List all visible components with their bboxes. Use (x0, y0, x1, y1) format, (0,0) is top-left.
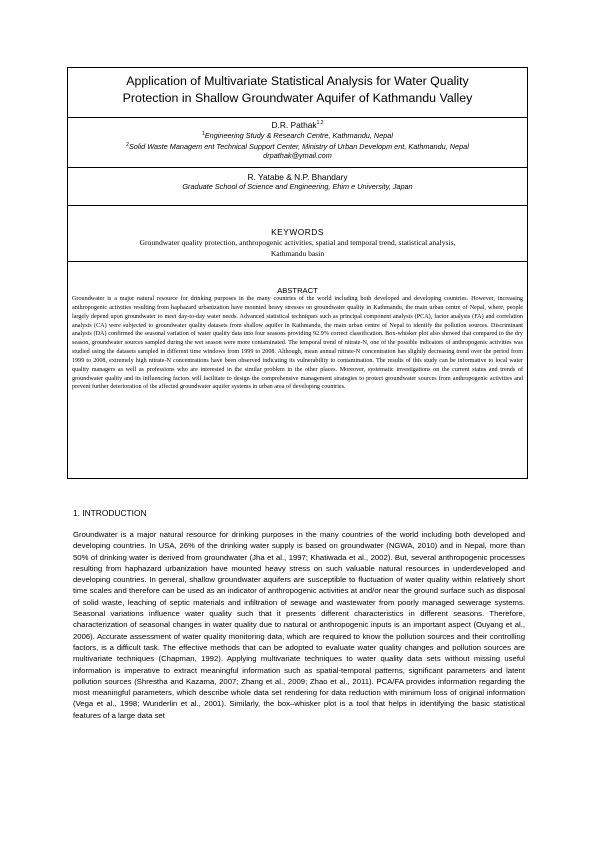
author-block-2 (67, 167, 528, 205)
author-2-names: R. Yatabe & N.P. Bhandary (247, 172, 348, 182)
title-line-1: Application of Multivariate Statistical Analysis for Water Quality (126, 74, 469, 88)
introduction-heading: 1. INTRODUCTION (73, 508, 147, 518)
author-1-name (68, 118, 527, 130)
affiliation-1 (68, 130, 527, 141)
author-email: drpathak@ymail.com (263, 151, 332, 160)
abstract-heading: ABSTRACT (277, 286, 318, 295)
author-2-affiliation: Graduate School of Science and Engineering, Ehim e University, Japan (182, 182, 413, 191)
title-block (67, 67, 528, 117)
author-1-affil-marks: 1,2 (316, 120, 324, 126)
introduction-text: Groundwater is a major natural resource for drinking purposes in the many countries of the world including both developed and developing countries. In USA, 26% of the drinking water supply is based on groundwater (NGWA, 2010) and in Nepal, more than 50% of drinking water is derived from groundwater (Jha et al., 1997; Khatiwada et al., 2002). But, several anthropogenic processes resulting from haphazard urbanization have mounted heavy stress on such valuable natural resources in underdeveloped and developing countries. In general, shallow groundwater aquifers are susceptible to fluctuation of water quality within relatively short time scales and therefore can be used as an indicator of anthropogenic activities at and/or near the ground surface such as disposal of solid waste, leaching of septic materials and infiltration of sewage and wastewater from poorly managed sewerage systems. Seasonal variations influence water quality such that it presents different characteristics in different seasons. Therefore, characterization of seasonal changes in water quality due to natural or anthropogenic inputs is an important aspect (Ouyang et al., 2006). Accurate assessment of water quality monitoring data, which are required to know the pollution sources and their controlling factors, is a difficult task. The effective methods that can be adopted to evaluate water quality changes and pollution sources are multivariate techniques (Chapman, 1992). Applying multivariate techniques to water quality data sets without missing useful information is imperative to extract meaningful information such as spatial-temporal patterns, significant parameters and latent pollution sources (Shrestha and Kazama, 2007; Zhang et al., 2009; Zhao et al., 2011). PCA/FA provides information regarding the most meaningful parameters, which describe whole data set rendering for data reduction with minimum loss of original information (Vega et al., 1998; Wunderlin et al., 2001). Similarly, the box–whisker plot is a tool that helps in identifying the basic statistical features of a large data set (73, 530, 525, 720)
keywords-block (67, 205, 528, 261)
author-1-name-text: D.R. Pathak (271, 120, 317, 130)
affiliation-2 (68, 141, 527, 152)
affiliation-1-mark: 1 (202, 131, 205, 137)
keywords-heading: KEYWORDS (271, 227, 324, 237)
abstract-block (67, 261, 528, 479)
title-line-2: Protection in Shallow Groundwater Aquifer of Kathmandu Valley (122, 91, 473, 105)
abstract-text: Groundwater is a major natural resource for drinking purposes in the many countries of the world including both developed and developing countries. However, increasing anthropogenic activities resulting from haphazard urbanization have mounted heavy stresses on groundwater quality in Kathmandu, the main urban centre of Nepal, where, people largely depend upon groundwater to meet day-to-day water needs. Advanced statistical techniques such as principal component analysis (PCA), factor analysis (FA) and correlation analysis (CA) were subjected to groundwater quality datasets from shallow aquifer in Kathmandu, the main urban centre of Nepal to identify the pollution sources. Discriminant analysis (DA) confirmed the seasonal variation of water quality data into four seasons providing 92.9% correct classification. Box-whisker plot also showed that compared to the dry season, groundwater sources sampled during the wet season were more contaminated. The temporal trend of nitrate-N, one of the possible indicators of anthropogenic activities was studied using the datasets sampled in different time windows from 1999 to 2008. Although, mean annual nitrate-N concentration has slightly decreasing trend over the period from 1999 to 2008, extremely high nitrate-N concentrations have been observed indicating its vulnerability to contamination. The results of this study can be informative to local water quality managers as well as professions who are interested in the similar problem in the other places. Moreover, systematic investigations on the current status and trends of groundwater quality and its influencing factors will facilitate to design the comprehensive management strategies to protect groundwater sources from anthropogenic activities and prevent further deterioration of the affected groundwater aquifer systems in urban area of developing countries. (72, 296, 523, 391)
affiliation-2-text: Solid Waste Managem ent Technical Support Center, Ministry of Urban Developm ent, Kathmandu, Nepal (128, 141, 469, 151)
keywords-line-2: Kathmandu basin (270, 249, 325, 258)
keywords-line-1: Groundwater quality protection, anthropogenic activities, spatial and temporal trend, statistical analysis, (139, 238, 456, 247)
author-block-1 (67, 117, 528, 167)
affiliation-1-text: Engineering Study & Research Centre, Kathmandu, Nepal (204, 131, 393, 140)
affiliation-2-mark: 2 (126, 141, 129, 148)
paper-title (68, 73, 527, 107)
